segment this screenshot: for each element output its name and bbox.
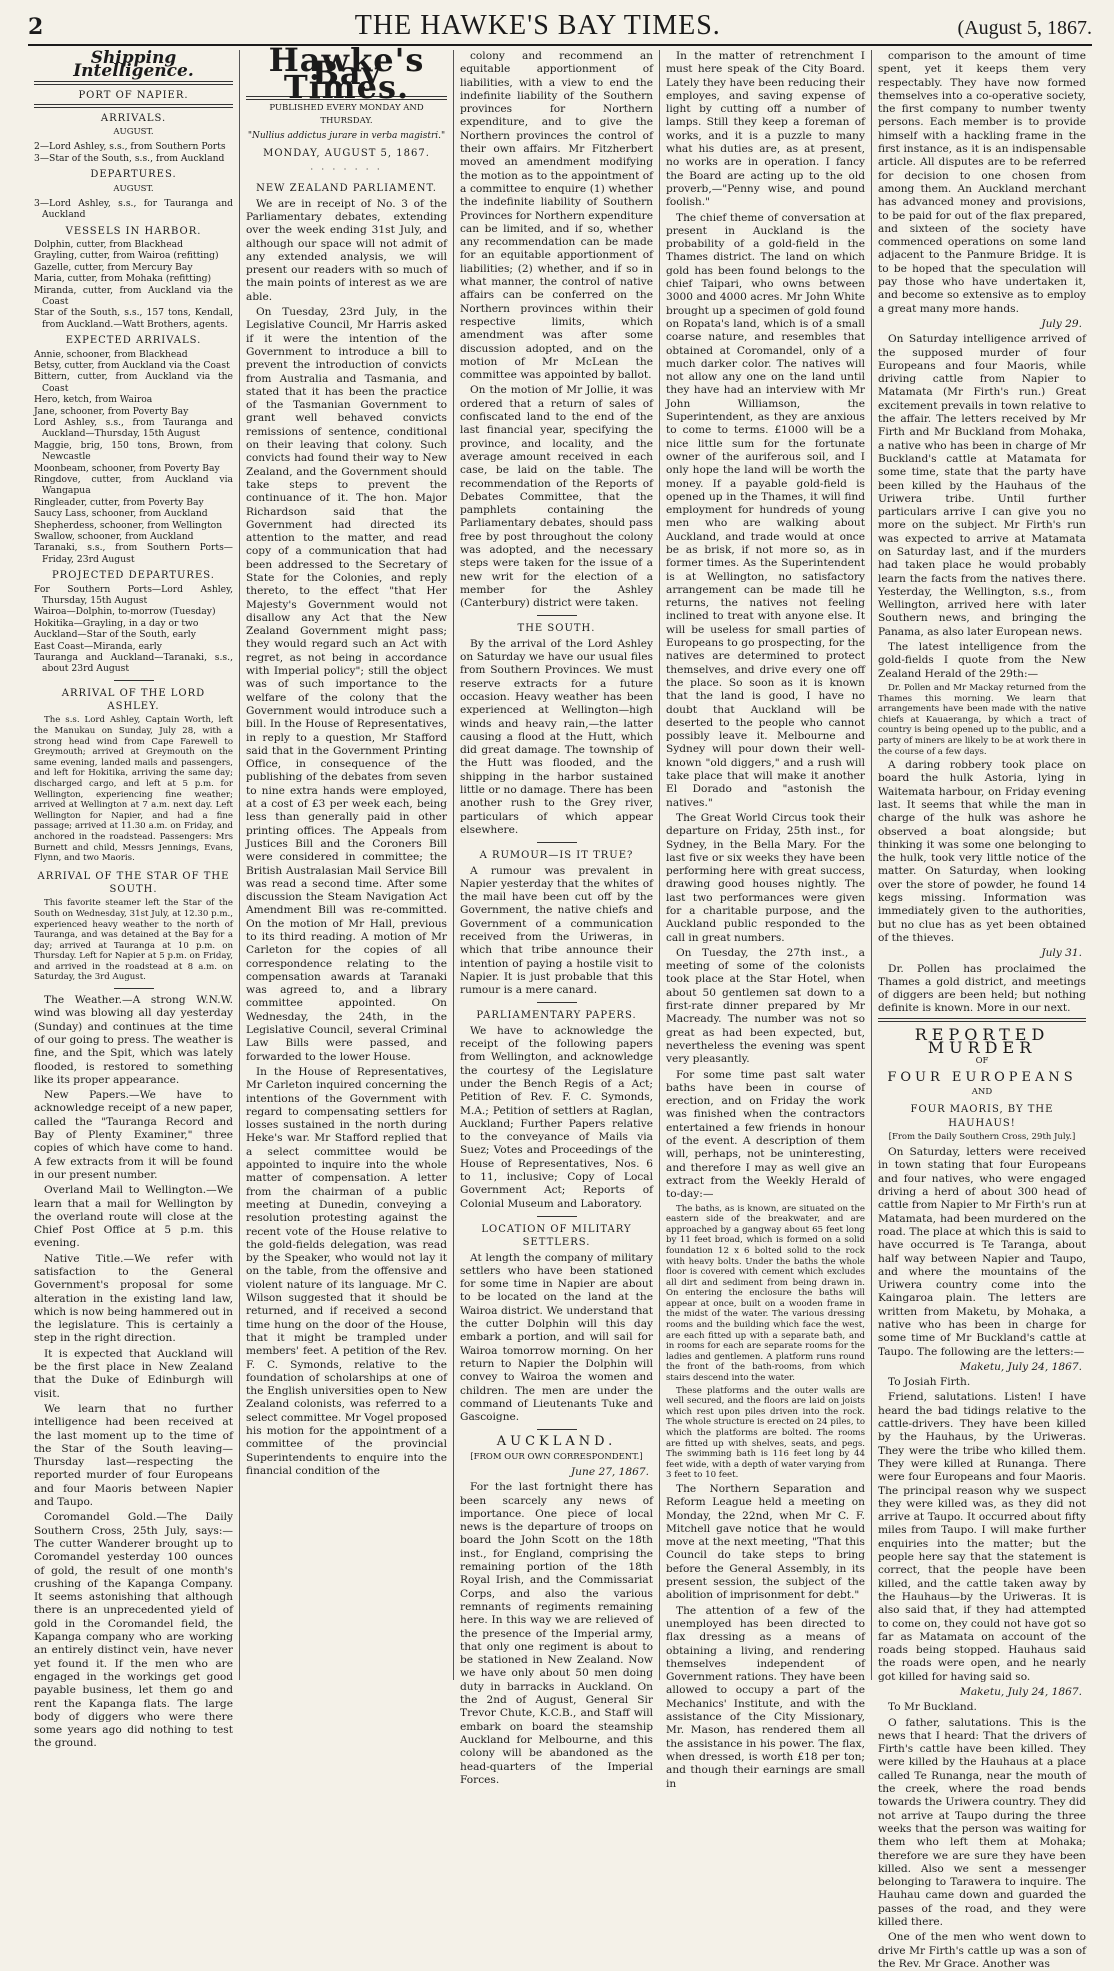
projected-heading: PROJECTED DEPARTURES. [52, 570, 215, 582]
shipping-heading: Shipping Intelligence. [73, 48, 194, 82]
quoted-extract: The baths, as is known, are situated on the eastern side of the breakwater, and are approached by a gangway about 65 feet long by 11 feet broad, which is formed on a solid foundation 12 x 6 bolted solid to the rock with heavy bolts. Under the baths the whole floor is covered with cement which excludes all dirt and sediment from being drawn in. On entering the enclosure the baths will appear at once, built on a wooden frame in the midst of the water. The various dressing rooms and the building which face the west, are each fitted up with a separate bath, and in rooms for each are separate rooms for the ladies and gentlemen. A platform runs round the front of the bath-rooms, from which stairs descend into the water. [666, 1203, 865, 1384]
letter-body: O father, salutations. This is the news that I heard: That the drivers of Firth's cattle have been killed. They were killed by the Hauhaus at a place called Te Runanga, near the mouth of the creek, where the road bends towards the Uriwera country. They did not arrive at Taupo during the three weeks that the person was waiting for them who left them at Mohaka; therefore we are sure they have been killed. Also we sent a messenger belonging to Tarawera to inquire. The Hauhau came down and guarded the passes of the road, and they were killed there. [878, 1716, 1086, 1929]
article-body: By the arrival of the Lord Ashley on Saturday we have our usual files from Southern Provinces. We must reserve extracts for a future occasion. Heavy weather has been experienced at Wellington—high winds and heavy rain,—the latter causing a flood at the Hutt, which did great damage. The township of the Hutt was flooded, and the shipping in the harbor sustained little or no damage. There has been another rush to the Grey river, particulars of which appear elsewhere. [460, 637, 653, 836]
article-body: A rumour was prevalent in Napier yesterday that the whites of the mail have been cut off by the Government, the native chiefs and Government of a communication received from the Uriweras, in which that tribe announce their intention of paying a hostile visit to Napier. It is just probable that this rumour is a mere canard. [460, 864, 653, 997]
article-heading: A RUMOUR—IS IT TRUE? [479, 850, 634, 862]
correspondence-paragraph: On Tuesday, the 27th inst., a meeting of some of the colonists took place at the Star Hotel, when about 50 gentlemen sat down to a first-rate dinner prepared by Mr Macready. The number was not so great as had been expected, but, nevertheless the evening was spent very pleasantly. [666, 946, 865, 1066]
expected-entry: Jane, schooner, from Poverty Bay [34, 405, 189, 417]
headline-connector: AND [971, 1086, 993, 1097]
port-heading: PORT OF NAPIER. [78, 89, 189, 101]
article-heading: LOCATION OF MILITARY SETTLERS. [481, 1223, 632, 1249]
letter-body: Friend, salutations. Listen! I have heard the bad tidings relative to the cattle-drivers. They have been killed by the Hauhaus, by the Uriweras. They were the tribe who killed them. They were killed at Runanga. There were four Europeans and four Maoris. The principal reason why we suspect they were killed was, as they did not arrive at Taupo. It occurred about fifty miles from Taupo. I will make further enquiries into the matter; but the people here say that the statement is correct, that the people have been killed, and the cattle taken away by the Hauhaus—by the Uriweras. It is also said that, if they had attempted to come on, they could not have got so far as Matamata on account of the roads being stopped. Hauhaus said the roads were open, and he nearly got killed for having said so. [878, 1391, 1086, 1683]
expected-entry: Shepherdess, schooner, from Wellington [34, 519, 223, 531]
article-body: At length the company of military settlers who have been stationed for some time in Napier are about to be located on the land at the Wairoa district. We understand that the cutter Dolphin will this day embark a portion, and will sail for Wairoa tomorrow morning. On her return to Napier the Dolphin will convey to Wairoa the women and children. The men are under the command of Lieutenants Tuke and Gascoigne. [460, 1251, 653, 1424]
expected-entry: Moonbeam, schooner, from Poverty Bay [34, 462, 220, 474]
article-body: We have to acknowledge the receipt of the following papers from Wellington, and acknowledge the courtesy of the Legislature under the Bench Regis of a Act; Petition of Rev. F. C. Symonds, M.A.; Petition of settlers at Raglan, Auckland; Further Papers relative to the conveyance of Mails via Suez; Votes and Proceedings of the House of Representatives, Nos. 6 to 11, inclusive; Copy of Local Government Act; Reports of Colonial Museum and Laboratory. [460, 1024, 653, 1210]
divider [537, 842, 577, 843]
paper-nameplate: Hawke's Bay Times. [268, 41, 425, 106]
article-source: [From the Daily Southern Cross, 29th July.] [888, 1131, 1076, 1142]
quoted-extract: Dr. Pollen and Mr Mackay returned from the Thames this morning. We learn that arrangements have been made with the native chiefs at Kauaeranga, by which a tract of country is being opened up to the public, and a party of miners are likely to be at work there in the course of a few days. [878, 682, 1086, 757]
projected-entry: For Southern Ports—Lord Ashley, Thursday, 15th August [34, 583, 233, 606]
divider [34, 81, 233, 85]
column-3 [454, 50, 660, 1786]
projected-entry: Hokitika—Grayling, in a day or two [34, 617, 199, 629]
headline-connector: OF [975, 1056, 989, 1067]
murder-headline: REPORTED MURDER [914, 1024, 1050, 1058]
publication-schedule: PUBLISHED EVERY MONDAY AND THURSDAY. [269, 102, 424, 127]
news-paragraph: Native Title.—We refer with satisfaction to the General Government's proposal for some alteration in the existing land law, which is now being hammered out in the legislature. This is certainly a step in the right direction. [34, 1252, 233, 1345]
divider [537, 1002, 577, 1003]
column-4 [660, 50, 872, 1790]
news-paragraph: It is expected that Auckland will be the first place in New Zealand that the Duke of Edinburgh will visit. [34, 1347, 233, 1400]
article-heading: THE SOUTH. [517, 623, 596, 635]
news-paragraph: Overland Mail to Wellington.—We learn that a mail for Wellington by the overland route will close at the Chief Post Office at 5 p.m. this evening. [34, 1184, 233, 1250]
correspondence-paragraph: The attention of a few of the unemployed has been directed to flax dressing as a means of obtaining a living, and rendering themselves independent of Government rations. They have been allowed to occupy a part of the Mechanics' Institute, and with the assistance of the City Missionary, Mr. Mason, has rendered them all the assistance in his power. The flax, when dressed, is worth £18 per ton; and though their earnings are small in [666, 1604, 865, 1790]
divider [114, 680, 154, 681]
expected-entry: Hero, ketch, from Wairoa [34, 394, 153, 406]
article-body: For the last fortnight there has been scarcely any news of importance. One piece of local news is the departure of troops on board the John Scott on the 18th inst., for England, comprising the remaining portion of the 18th Royal Irish, and the Commissariat Corps, and also the various remnants of regiments remaining here. In this way we are relieved of the presence of the Imperial army, that only one regiment is about to be stationed in New Zealand. Now we have only about 50 men doing duty in barracks in Auckland. On the 2nd of August, General Sir Trevor Chute, K.C.B., and Staff will embark on board the steamship Auckland for Melbourne, and this colony will be abandoned as the head-quarters of the Imperial Forces. [460, 1481, 653, 1786]
letter-date: Maketu, July 24, 1867. [959, 1360, 1082, 1373]
letter-date: Maketu, July 24, 1867. [959, 1686, 1082, 1698]
projected-entry: Tauranga and Auckland—Taranaki, s.s., about 23rd August [34, 652, 233, 675]
page-number: 2 [28, 14, 44, 40]
article-heading: PARLIAMENTARY PAPERS. [476, 1010, 637, 1022]
correspondence-paragraph: For some time past salt water baths have been in course of erection, and on Friday the work was finished when the contractors entertained a few friends in honour of the event. A description of them will, perhaps, not be uninteresting, and therefore I may as well give an extract from the Weekly Herald of to-day:— [666, 1068, 865, 1201]
divider [34, 104, 233, 108]
divider [537, 1216, 577, 1217]
letter-salutation: To Mr Buckland. [888, 1701, 977, 1714]
divider: · · · · · · · [310, 165, 383, 175]
column-2 [240, 41, 454, 1680]
correspondence-paragraph: The Great World Circus took their departure on Friday, 25th inst., for Sydney, in the Bella Mary. For the last five or six weeks they have been performing here with great success, drawing good houses nightly. The last two performances were given for a charitable purpose, and the Auckland public responded to the call in great numbers. [666, 811, 865, 944]
expected-entry: Lord Ashley, s.s., from Tauranga and Auckland—Thursday, 15th August [34, 416, 233, 440]
expected-entry: Swallow, schooner, from Auckland [34, 531, 194, 543]
letter-date: July 31. [1041, 947, 1082, 960]
article-date: June 27, 1867. [570, 1465, 649, 1478]
leader-paragraph: We are in receipt of No. 3 of the Parliamentary debates, extending over the week ending 31st July, and although our space will not admit of any extended analysis, we will present our readers with so much of the main points of interest as we are able. [246, 197, 447, 303]
news-paragraph: The Weather.—A strong W.N.W. wind was blowing all day yesterday (Sunday) and continues at the time of our going to press. The weather is fine, and the Spit, which was lately flooded, is restored to something like its proper appearance. [34, 994, 233, 1086]
correspondence-paragraph: The latest intelligence from the gold-fields I quote from the New Zealand Herald of the 29th:— [878, 641, 1086, 680]
leader-paragraph: In the House of Representatives, Mr Carleton inquired concerning the intentions of the Government with regard to compensating settlers for losses sustained in the north during Heke's war. Mr Stafford replied that a select committee would be appointed to inquire into the whole matter of compensation. A letter from the chairman of a public meeting at Dunedin, conveying a resolution protesting against the recent vote of the House relative to the gold-fields delegation, was read by the Speaker, who would not lay it on the table, from the offensive and violent nature of its language. Mr C. Wilson suggested that it should be returned, and if received a second time hung on the door of the House, that it might be trampled under members' feet. A petition of the Rev. F. C. Symonds, relative to the foundation of scholarships at one of the English universities open to New Zealand colonists, was referred to a select committee. Mr Vogel proposed his motion for the appointment of a committee of the provincial Superintendents to enquire into the financial condition of the [246, 1065, 447, 1477]
arrival-entry: 2—Lord Ashley, s.s., from Southern Ports [34, 141, 226, 153]
correspondence-paragraph: comparison to the amount of time spent, yet it keeps them very respectably. They have now formed themselves into a co-operative society, the first company to number twenty persons. Each member is to provide himself with a hackling frame in the first instance, as it is an indispensable article. All disputes are to be referred for decision to one chosen from among them. An Auckland merchant has advanced money and provisions, to be paid for out of the flax prepared, and sixteen of the society have commenced operations on some land adjacent to the Panmure Bridge. It is to be hoped that the speculation will pay those who have undertaken it, and become so extensive as to employ a great many more hands. [878, 50, 1086, 315]
divider [114, 988, 154, 989]
vessel-entry: Dolphin, cutter, from Blackhead [34, 239, 183, 250]
expected-entry: Ringleader, cutter, from Poverty Bay [34, 496, 204, 508]
expected-entry: Maggie, brig, 150 tons, Brown, from Newcastle [34, 439, 233, 463]
article-heading: ARRIVAL OF THE LORD ASHLEY. [61, 687, 206, 713]
vessel-entry: Grayling, cutter, from Wairoa (refitting) [34, 250, 219, 262]
vessel-entry: Gazelle, cutter, from Mercury Bay [34, 261, 193, 273]
article-heading: ARRIVAL OF THE STAR OF THE SOUTH. [37, 870, 230, 896]
article-body: This favorite steamer left the Star of the South on Wednesday, 31st July, at 12.30 p.m., experienced heavy weather to the north of Tauranga, and was detained at the Bay for a day; arrived at Tauranga at 10 p.m. on Thursday. Left for Napier at 5 p.m. on Friday, and arrived in the roadstead at 8 a.m. on Saturday, the 3rd August. [34, 898, 233, 983]
news-paragraph: We learn that no further intelligence had been received at the last moment up to the time of the Star of the South leaving—Thursday last—respecting the reported murder of four Europeans and four Maoris between Napier and Taupo. [34, 1402, 233, 1509]
article-body: The s.s. Lord Ashley, Captain Worth, left the Manukau on Sunday, July 28, with a strong head wind from Cape Farewell to Greymouth; arrived at Greymouth on the same evening, landed mails and passengers, and left for Hokitika, arriving the same day; discharged cargo, and left at 5 p.m. for Wellington, experiencing fine weather; arrived at Wellington at 7 a.m. next day. Left Wellington for Napier, and had a fine passage; arrived at 11.30 a.m. on Friday, and anchored in the roadstead. Passengers: Mrs Burnett and child, Messrs Jennings, Evans, Flynn, and two Maoris. [34, 715, 233, 864]
news-paragraph: New Papers.—We have to acknowledge receipt of a new paper, called the "Tauranga Record and Bay of Plenty Examiner," three copies of which have come to hand. A few extracts from it will be found in our present number. [34, 1089, 233, 1181]
projected-entry: East Coast—Miranda, early [34, 640, 162, 652]
murder-headline: FOUR EUROPEANS [887, 1069, 1077, 1085]
column-1 [28, 48, 240, 1750]
correspondence-paragraph: Dr. Pollen has proclaimed the Thames a gold district, and meetings of diggers are been held; but nothing definite is known. More in our next. [878, 962, 1086, 1015]
arrivals-month: AUGUST. [113, 127, 154, 138]
correspondence-paragraph: The Northern Separation and Reform League held a meeting on Monday, the 22nd, when Mr C. F. Mitchell gave notice that he would move at the next meeting, "That this Council do take steps to bring before the General Assembly, in its present session, the subject of the abolition of imprisonment for debt." [666, 1482, 865, 1602]
article-heading: AUCKLAND. [496, 1434, 617, 1450]
arrivals-heading: ARRIVALS. [100, 112, 167, 124]
projected-entry: Wairoa—Dolphin, to-morrow (Tuesday) [34, 606, 216, 618]
vessels-heading: VESSELS IN HARBOR. [65, 225, 202, 237]
issue-date: (August 5, 1867. [957, 17, 1092, 39]
correspondence-paragraph: In the matter of retrenchment I must here speak of the City Board. Lately they have been reducing their employes, and saving expense of light by cutting off a number of lamps. Still they keep a foreman of works, and it is a puzzle to many what his duties are, as at present, no works are in operation. I fancy the Board are acting up to the old proverb,—"Penny wise, and pound foolish." [666, 50, 865, 209]
expected-entry: Annie, schooner, from Blackhead [34, 348, 188, 360]
expected-entry: Ringdove, cutter, from Auckland via Wangapua [34, 474, 233, 497]
departure-entry: 3—Lord Ashley, s.s., for Tauranga and Auckland [34, 197, 233, 221]
departures-heading: DEPARTURES. [90, 169, 177, 181]
correspondence-paragraph: The chief theme of conversation at present in Auckland is the probability of a gold-field in the Thames district. The land on which gold has been found belongs to the chief Taipari, who owns between 3000 and 4000 acres. Mr John White brought up a specimen of gold found on Ropata's land, which is of a small coarse nature, and resembles that obtained at Coromandel, only of a much darker color. The natives will not allow any one on the land until they have had an interview with Mr John Williamson, the Superintendent, as they are anxious to come to terms. £1000 will be a nice little sum for the fortunate owner of the auriferous soil, and I only hope the land will be worth the money. If a payable gold-field is opened up in the Thames, it will find employment for hundreds of young men who are walking about Auckland, and trade would at once be as brisk, if not more so, as in former times. As the Superintendent is at Wellington, no satisfactory arrangement can be made till he returns, the natives not feeling inclined to treat with anyone else. It will be useless for small parties of Europeans to go prospecting, for the natives are determined to protect themselves, and drive every one off the place. So soon as it is known that the land is good, I have no doubt that Auckland will be deserted to the people who cannot possibly leave it. Melbourne and Sydney will pour down their well-known "old diggers," and a rush will take place that will make it another El Dorado and "astonish the natives." [666, 211, 865, 809]
paper-motto: "Nullius addictus jurare in verba magistri." [247, 131, 446, 142]
article-body: One of the men who went down to drive Mr Firth's cattle up was a son of the Rev. Mr Grace. Another was [878, 1931, 1086, 1970]
expected-entry: Bittern, cutter, from Auckland via the Coast [34, 371, 233, 394]
news-paragraph: Coromandel Gold.—The Daily Southern Cross, 25th July, says:—The cutter Wanderer brought up to Coromandel yesterday 100 ounces of gold, the result of one month's crushing of the Kapanga Company. It seems astonishing that although there is an unprecedented yield of gold in the Coromandel field, the Kapanga company who are working an entirely distinct vein, have never yet found it. If the men who are engaged in the workings get good payable business, let them go and rent the Kapanga flats. The large body of diggers who were there some years ago did nothing to test the ground. [34, 1511, 233, 1750]
arrival-entry: 3—Star of the South, s.s., from Auckland [34, 152, 225, 164]
leader-paragraph: On Tuesday, 23rd July, in the Legislative Council, Mr Harris asked if it were the intention of the Government to introduce a bill to prevent the introduction of convicts from Australia and Tasmania, and stated that it has been the practice of the Tasmanian Government to grant well behaved convicts remissions of sentence, conditional on their leaving that colony. Such convicts had found their way to New Zealand, and the Government should take steps to prevent the continuance of it. The hon. Major Richardson said that the Government had directed its attention to the matter, and read copy of a communication that had been addressed to the Secretary of State for the Colonies, and reply thereto, to the effect "that Her Majesty's Government would not disallow any Act that the New Zealand Government might pass; they would regard such an Act with regret, as not being in accordance with Imperial policy"; still the object was of such importance to the welfare of the colony that the Government would introduce such a bill. In the House of Representatives, in reply to a question, Mr Stafford said that in the Government Printing Office, in consequence of the publishing of the debates from seven to nine extra hands were employed, at a cost of £3 per week each, being less than generally paid in other printing offices. The Appeals from Justices Bill and the Coroners Bill were considered in committee; the British Australasian Mail Service Bill was read a second time. After some discussion the Steam Navigation Act Amendment Bill was re-committed. On the motion of Mr Hall, previous to its third reading. A motion of Mr Carleton for the copies of all correspondence relating to the compensation awards at Taranaki was agreed to, and a library committee appointed. On Wednesday, the 24th, in the Legislative Council, several Criminal Law Bills were passed, and forwarded to the lower House. [246, 306, 447, 1063]
expected-entry: Taranaki, s.s., from Southern Ports—Friday, 23rd August [34, 542, 233, 565]
projected-entry: Auckland—Star of the South, early [34, 629, 196, 641]
murder-headline: FOUR MAORIS, BY THE HAUHAUS! [910, 1104, 1054, 1129]
expected-entry: Betsy, cutter, from Auckland via the Coast [34, 359, 230, 371]
letter-date: July 29. [1041, 317, 1082, 330]
article-body: On Saturday, letters were received in town stating that four Europeans and four natives, who were engaged driving a herd of about 300 head of cattle from Napier to Mr Firth's run at Matamata, had been murdered on the road. The place at which this is said to have occurred is Te Taranga, about half way between Napier and Taupo, and where the mountains of the Uriwera country come into the Kaingaroa plain. The letters are written from Maketu, by Mohaka, a native who has been in charge for some time of Mr Buckland's cattle at Taupo. The following are the letters:— [878, 1146, 1086, 1358]
expected-heading: EXPECTED ARRIVALS. [65, 335, 202, 347]
expected-entry: Saucy Lass, schooner, from Auckland [34, 508, 208, 520]
letter-salutation: To Josiah Firth. [888, 1376, 971, 1389]
correspondence-paragraph: On Saturday intelligence arrived of the supposed murder of four Europeans and four Maoris, while driving cattle from Napier to Matamata (Mr Firth's run.) Great excitement prevails in town relative to the affair. The letters received by Mr Firth and Mr Buckland from Mohaka, a native who has been in charge of Mr Buckland's cattle at Matamata for some time, state that the party have been killed by the Hauhaus of the Uriwera tribe. Until further particulars arrive I can give you no more on the subject. Mr Firth's run was expected to arrive at Matamata on Saturday last, and if the murders had taken place he would probably learn the facts from the natives there. Yesterday, the Wellington, s.s., from Wellington, arrived here with later Southern news, and bringing the Panama, as also later European news. [878, 333, 1086, 638]
masthead [28, 10, 1092, 46]
editorial-dateline: MONDAY, AUGUST 5, 1867. [263, 147, 430, 159]
correspondence-paragraph: A daring robbery took place on board the hulk Astoria, lying in Waitemata harbour, on Friday evening last. It seems that while the man in charge of the hulk was ashore he observed a boat alongside; but thinking it was some one belonging to the hulk, took very little notice of the matter. On Saturday, when looking over the store of powder, he found 14 kegs missing. Information was immediately given to the authorities, but no clue has as yet been obtained of the thieves. [878, 759, 1086, 944]
divider [537, 1429, 577, 1430]
columns [28, 41, 1092, 1970]
departures-month: AUGUST. [113, 183, 154, 194]
leader-paragraph: On the motion of Mr Jollie, it was ordered that a return of sales of confiscated land to the end of the last financial year, specifying the province, and locality, and the average amount received in each case, be laid on the table. The recommendation of the Reports of Debates Committee, that the pamphlets containing the Parliamentary debates, should pass free by post throughout the colony was adopted, and the necessary steps were taken for the issue of a new writ for the election of a member for the Ashley (Canterbury) district were taken. [460, 384, 653, 610]
divider [537, 615, 577, 616]
vessel-entry: Maria, cutter, from Mohaka (refitting) [34, 273, 212, 285]
vessel-entry: Star of the South, s.s., 157 tons, Kendall, from Auckland.—Watt Brothers, agents. [34, 307, 233, 330]
article-source: [FROM OUR OWN CORRESPONDENT.] [470, 1451, 643, 1462]
newspaper-title: THE HAWKE'S BAY TIMES. [354, 10, 721, 41]
divider [878, 1018, 1086, 1022]
article-heading: NEW ZEALAND PARLIAMENT. [256, 183, 437, 195]
leader-paragraph: colony and recommend an equitable apportionment of liabilities, with a view to end the indefinite liability of the Southern provinces for Northern expenditure, and to give the Northern provinces the control of their own affairs. Mr Fitzherbert moved an amendment modifying the motion as to the appointment of a committee to enquire (1) whether the indefinite liability of Southern Provinces for Northern expenditure can be limited, and if so, whether any recommendation can be made for an equitable apportionment of liabilities; (2) whether, and if so in what manner, the control of native affairs can be conferred on the Northern provinces within their respective limits, which amendment was after some discussion adopted, and on the motion of Mr McLean the committee was appointed by ballot. [460, 50, 653, 382]
column-5 [872, 50, 1092, 1970]
vessel-entry: Miranda, cutter, from Auckland via the Coast [34, 284, 233, 308]
quoted-extract: These platforms and the outer walls are well secured, and the floors are laid on joists which rest upon piles driven into the rock. The whole structure is erected on 24 piles, to which the platforms are bolted. The rooms are fitted up with shelves, seats, and pegs. The swimming bath is 116 feet long by 44 feet wide, with a depth of water varying from 3 feet to 10 feet. [666, 1385, 865, 1481]
